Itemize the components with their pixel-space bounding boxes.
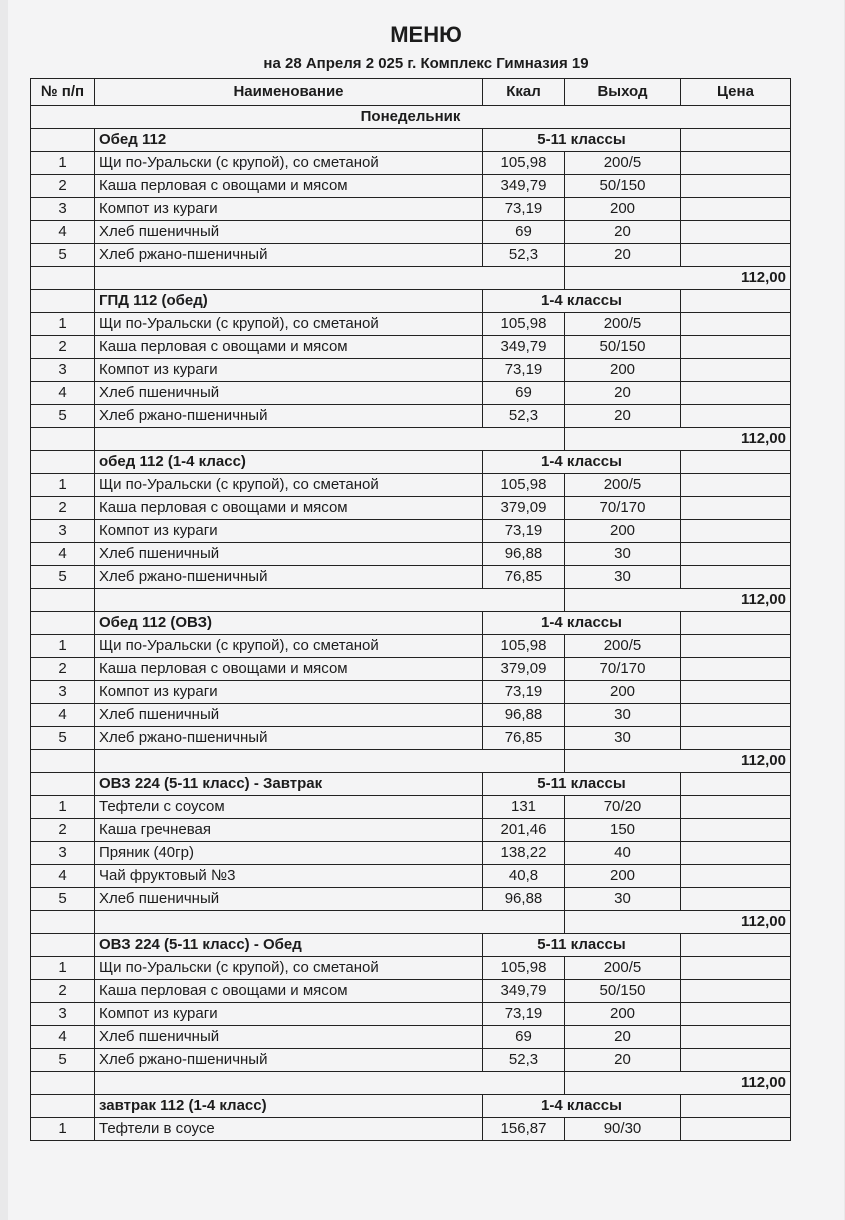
menu-item-row	[31, 405, 791, 428]
item-output: 20	[565, 405, 681, 428]
item-name: Хлеб ржано-пшеничный	[95, 244, 483, 267]
menu-item-row	[31, 681, 791, 704]
menu-item-row	[31, 474, 791, 497]
item-output: 50/150	[565, 175, 681, 198]
group-name: Обед 112 (ОВЗ)	[95, 612, 483, 635]
item-price	[681, 221, 791, 244]
group-total-price: 112,00	[565, 428, 791, 451]
group-header-price	[681, 1095, 791, 1118]
group-header-price	[681, 451, 791, 474]
menu-item-row	[31, 980, 791, 1003]
group-header-row	[31, 773, 791, 796]
group-total-price: 112,00	[565, 267, 791, 290]
item-name: Каша перловая с овощами и мясом	[95, 336, 483, 359]
header-output: Выход	[565, 79, 681, 106]
header-num: № п/п	[31, 79, 95, 106]
item-output: 200/5	[565, 152, 681, 175]
item-kcal: 73,19	[483, 520, 565, 543]
menu-item-row	[31, 221, 791, 244]
item-kcal: 52,3	[483, 405, 565, 428]
item-price	[681, 566, 791, 589]
total-blank-wide	[95, 1072, 565, 1095]
item-number: 4	[31, 543, 95, 566]
menu-item-row	[31, 1026, 791, 1049]
total-blank-wide	[95, 428, 565, 451]
item-number: 2	[31, 497, 95, 520]
menu-item-row	[31, 520, 791, 543]
menu-item-row	[31, 1003, 791, 1026]
item-output: 200/5	[565, 313, 681, 336]
menu-item-row	[31, 244, 791, 267]
item-kcal: 105,98	[483, 474, 565, 497]
menu-item-row	[31, 1049, 791, 1072]
item-kcal: 349,79	[483, 980, 565, 1003]
menu-item-row	[31, 313, 791, 336]
group-classes: 5-11 классы	[483, 129, 681, 152]
group-classes: 1-4 классы	[483, 612, 681, 635]
item-number: 1	[31, 313, 95, 336]
item-number: 3	[31, 198, 95, 221]
item-output: 70/170	[565, 658, 681, 681]
menu-table	[30, 78, 791, 1141]
item-kcal: 131	[483, 796, 565, 819]
item-kcal: 76,85	[483, 727, 565, 750]
item-output: 30	[565, 566, 681, 589]
item-name: Хлеб пшеничный	[95, 888, 483, 911]
item-name: Щи по-Уральски (с крупой), со сметаной	[95, 957, 483, 980]
group-header-blank	[31, 773, 95, 796]
item-price	[681, 865, 791, 888]
total-blank	[31, 750, 95, 773]
header-kcal: Ккал	[483, 79, 565, 106]
item-kcal: 96,88	[483, 888, 565, 911]
item-kcal: 105,98	[483, 152, 565, 175]
item-price	[681, 658, 791, 681]
total-blank	[31, 1072, 95, 1095]
item-name: Компот из кураги	[95, 1003, 483, 1026]
item-name: Хлеб ржано-пшеничный	[95, 566, 483, 589]
item-price	[681, 152, 791, 175]
item-number: 1	[31, 635, 95, 658]
item-kcal: 73,19	[483, 1003, 565, 1026]
item-kcal: 201,46	[483, 819, 565, 842]
header-name: Наименование	[95, 79, 483, 106]
group-total-price: 112,00	[565, 911, 791, 934]
item-kcal: 105,98	[483, 313, 565, 336]
group-total-row	[31, 589, 791, 612]
item-output: 200	[565, 198, 681, 221]
group-classes: 1-4 классы	[483, 290, 681, 313]
item-name: Каша перловая с овощами и мясом	[95, 658, 483, 681]
group-name: ОВЗ 224 (5-11 класс) - Обед	[95, 934, 483, 957]
item-kcal: 69	[483, 221, 565, 244]
item-number: 2	[31, 658, 95, 681]
group-header-row	[31, 934, 791, 957]
item-output: 40	[565, 842, 681, 865]
item-number: 1	[31, 152, 95, 175]
item-price	[681, 405, 791, 428]
page-subtitle: на 28 Апреля 2 025 г. Комплекс Гимназия 19	[263, 55, 589, 72]
item-kcal: 138,22	[483, 842, 565, 865]
group-name: ОВЗ 224 (5-11 класс) - Завтрак	[95, 773, 483, 796]
item-output: 30	[565, 888, 681, 911]
item-name: Компот из кураги	[95, 198, 483, 221]
group-total-row	[31, 1072, 791, 1095]
item-kcal: 73,19	[483, 359, 565, 382]
item-number: 2	[31, 819, 95, 842]
item-price	[681, 244, 791, 267]
group-header-blank	[31, 451, 95, 474]
item-name: Компот из кураги	[95, 359, 483, 382]
item-name: Хлеб пшеничный	[95, 1026, 483, 1049]
item-kcal: 349,79	[483, 175, 565, 198]
item-output: 70/20	[565, 796, 681, 819]
item-name: Компот из кураги	[95, 681, 483, 704]
group-classes: 5-11 классы	[483, 934, 681, 957]
item-kcal: 156,87	[483, 1118, 565, 1141]
item-price	[681, 336, 791, 359]
item-output: 70/170	[565, 497, 681, 520]
menu-item-row	[31, 796, 791, 819]
item-price	[681, 704, 791, 727]
item-price	[681, 957, 791, 980]
menu-item-row	[31, 359, 791, 382]
group-header-blank	[31, 290, 95, 313]
total-blank	[31, 428, 95, 451]
group-name: ГПД 112 (обед)	[95, 290, 483, 313]
group-classes: 1-4 классы	[483, 451, 681, 474]
item-kcal: 379,09	[483, 658, 565, 681]
item-output: 20	[565, 1026, 681, 1049]
item-price	[681, 474, 791, 497]
item-number: 1	[31, 957, 95, 980]
item-number: 2	[31, 336, 95, 359]
item-number: 5	[31, 727, 95, 750]
group-header-row	[31, 290, 791, 313]
item-price	[681, 359, 791, 382]
day-row	[31, 106, 791, 129]
menu-item-row	[31, 198, 791, 221]
item-price	[681, 497, 791, 520]
menu-item-row	[31, 658, 791, 681]
item-output: 90/30	[565, 1118, 681, 1141]
item-name: Каша перловая с овощами и мясом	[95, 980, 483, 1003]
group-name: завтрак 112 (1-4 класс)	[95, 1095, 483, 1118]
item-output: 50/150	[565, 980, 681, 1003]
total-blank-wide	[95, 589, 565, 612]
item-number: 4	[31, 1026, 95, 1049]
item-price	[681, 382, 791, 405]
item-price	[681, 681, 791, 704]
total-blank-wide	[95, 911, 565, 934]
group-total-row	[31, 750, 791, 773]
item-number: 2	[31, 175, 95, 198]
total-blank-wide	[95, 267, 565, 290]
item-kcal: 69	[483, 1026, 565, 1049]
item-price	[681, 842, 791, 865]
page-title: МЕНЮ	[390, 22, 462, 47]
item-kcal: 52,3	[483, 1049, 565, 1072]
group-total-row	[31, 267, 791, 290]
item-price	[681, 313, 791, 336]
item-price	[681, 888, 791, 911]
item-number: 4	[31, 865, 95, 888]
item-price	[681, 796, 791, 819]
item-output: 30	[565, 704, 681, 727]
item-output: 200	[565, 865, 681, 888]
menu-item-row	[31, 175, 791, 198]
total-blank	[31, 267, 95, 290]
item-output: 200/5	[565, 474, 681, 497]
item-number: 3	[31, 1003, 95, 1026]
item-output: 200/5	[565, 957, 681, 980]
item-number: 4	[31, 221, 95, 244]
item-price	[681, 727, 791, 750]
item-name: Хлеб ржано-пшеничный	[95, 1049, 483, 1072]
item-name: Щи по-Уральски (с крупой), со сметаной	[95, 313, 483, 336]
menu-item-row	[31, 888, 791, 911]
group-header-blank	[31, 129, 95, 152]
item-number: 1	[31, 474, 95, 497]
group-name: обед 112 (1-4 класс)	[95, 451, 483, 474]
item-kcal: 52,3	[483, 244, 565, 267]
menu-item-row	[31, 819, 791, 842]
group-header-price	[681, 129, 791, 152]
menu-item-row	[31, 382, 791, 405]
item-kcal: 69	[483, 382, 565, 405]
item-number: 2	[31, 980, 95, 1003]
group-header-row	[31, 612, 791, 635]
group-header-row	[31, 1095, 791, 1118]
menu-body	[31, 106, 791, 1141]
item-name: Щи по-Уральски (с крупой), со сметаной	[95, 152, 483, 175]
item-output: 20	[565, 221, 681, 244]
item-price	[681, 520, 791, 543]
item-number: 4	[31, 382, 95, 405]
item-price	[681, 1026, 791, 1049]
item-name: Тефтели в соусе	[95, 1118, 483, 1141]
item-output: 20	[565, 382, 681, 405]
item-price	[681, 175, 791, 198]
item-kcal: 379,09	[483, 497, 565, 520]
item-number: 1	[31, 1118, 95, 1141]
item-output: 200	[565, 1003, 681, 1026]
group-classes: 1-4 классы	[483, 1095, 681, 1118]
group-total-price: 112,00	[565, 1072, 791, 1095]
item-kcal: 76,85	[483, 566, 565, 589]
group-total-row	[31, 911, 791, 934]
item-output: 30	[565, 543, 681, 566]
item-number: 3	[31, 359, 95, 382]
item-price	[681, 1003, 791, 1026]
item-output: 200/5	[565, 635, 681, 658]
item-number: 5	[31, 1049, 95, 1072]
item-kcal: 96,88	[483, 704, 565, 727]
item-price	[681, 819, 791, 842]
item-price	[681, 635, 791, 658]
item-output: 200	[565, 520, 681, 543]
item-number: 4	[31, 704, 95, 727]
menu-item-row	[31, 704, 791, 727]
item-name: Каша перловая с овощами и мясом	[95, 497, 483, 520]
item-kcal: 96,88	[483, 543, 565, 566]
item-name: Каша гречневая	[95, 819, 483, 842]
group-header-row	[31, 451, 791, 474]
menu-item-row	[31, 543, 791, 566]
group-total-price: 112,00	[565, 750, 791, 773]
item-number: 5	[31, 888, 95, 911]
item-number: 1	[31, 796, 95, 819]
menu-item-row	[31, 336, 791, 359]
group-total-row	[31, 428, 791, 451]
item-number: 3	[31, 520, 95, 543]
item-price	[681, 1118, 791, 1141]
item-kcal: 40,8	[483, 865, 565, 888]
day-label: Понедельник	[31, 106, 791, 129]
menu-item-row	[31, 865, 791, 888]
group-header-price	[681, 934, 791, 957]
item-output: 200	[565, 359, 681, 382]
group-header-price	[681, 290, 791, 313]
total-blank	[31, 589, 95, 612]
item-kcal: 349,79	[483, 336, 565, 359]
menu-item-row	[31, 635, 791, 658]
item-number: 5	[31, 566, 95, 589]
item-kcal: 73,19	[483, 198, 565, 221]
item-kcal: 105,98	[483, 957, 565, 980]
item-name: Хлеб пшеничный	[95, 382, 483, 405]
group-total-price: 112,00	[565, 589, 791, 612]
menu-item-row	[31, 566, 791, 589]
item-output: 20	[565, 244, 681, 267]
menu-item-row	[31, 152, 791, 175]
group-header-blank	[31, 612, 95, 635]
group-header-price	[681, 773, 791, 796]
menu-item-row	[31, 1118, 791, 1141]
item-price	[681, 543, 791, 566]
total-blank	[31, 911, 95, 934]
item-name: Компот из кураги	[95, 520, 483, 543]
item-name: Щи по-Уральски (с крупой), со сметаной	[95, 474, 483, 497]
total-blank-wide	[95, 750, 565, 773]
item-output: 200	[565, 681, 681, 704]
item-name: Хлеб пшеничный	[95, 221, 483, 244]
item-number: 5	[31, 244, 95, 267]
item-name: Каша перловая с овощами и мясом	[95, 175, 483, 198]
item-price	[681, 1049, 791, 1072]
group-header-row	[31, 129, 791, 152]
header-row	[31, 79, 791, 106]
item-number: 3	[31, 842, 95, 865]
menu-item-row	[31, 842, 791, 865]
item-kcal: 73,19	[483, 681, 565, 704]
item-output: 20	[565, 1049, 681, 1072]
item-number: 3	[31, 681, 95, 704]
group-header-blank	[31, 934, 95, 957]
item-name: Пряник (40гр)	[95, 842, 483, 865]
item-name: Щи по-Уральски (с крупой), со сметаной	[95, 635, 483, 658]
item-price	[681, 198, 791, 221]
item-output: 30	[565, 727, 681, 750]
item-output: 150	[565, 819, 681, 842]
group-header-blank	[31, 1095, 95, 1118]
item-name: Хлеб ржано-пшеничный	[95, 727, 483, 750]
item-name: Хлеб ржано-пшеничный	[95, 405, 483, 428]
menu-sheet	[8, 0, 844, 1220]
menu-item-row	[31, 497, 791, 520]
menu-item-row	[31, 957, 791, 980]
item-output: 50/150	[565, 336, 681, 359]
item-name: Хлеб пшеничный	[95, 543, 483, 566]
header-price: Цена	[681, 79, 791, 106]
group-header-price	[681, 612, 791, 635]
item-name: Чай фруктовый №3	[95, 865, 483, 888]
menu-item-row	[31, 727, 791, 750]
item-number: 5	[31, 405, 95, 428]
item-name: Тефтели с соусом	[95, 796, 483, 819]
item-kcal: 105,98	[483, 635, 565, 658]
group-classes: 5-11 классы	[483, 773, 681, 796]
item-price	[681, 980, 791, 1003]
group-name: Обед 112	[95, 129, 483, 152]
item-name: Хлеб пшеничный	[95, 704, 483, 727]
